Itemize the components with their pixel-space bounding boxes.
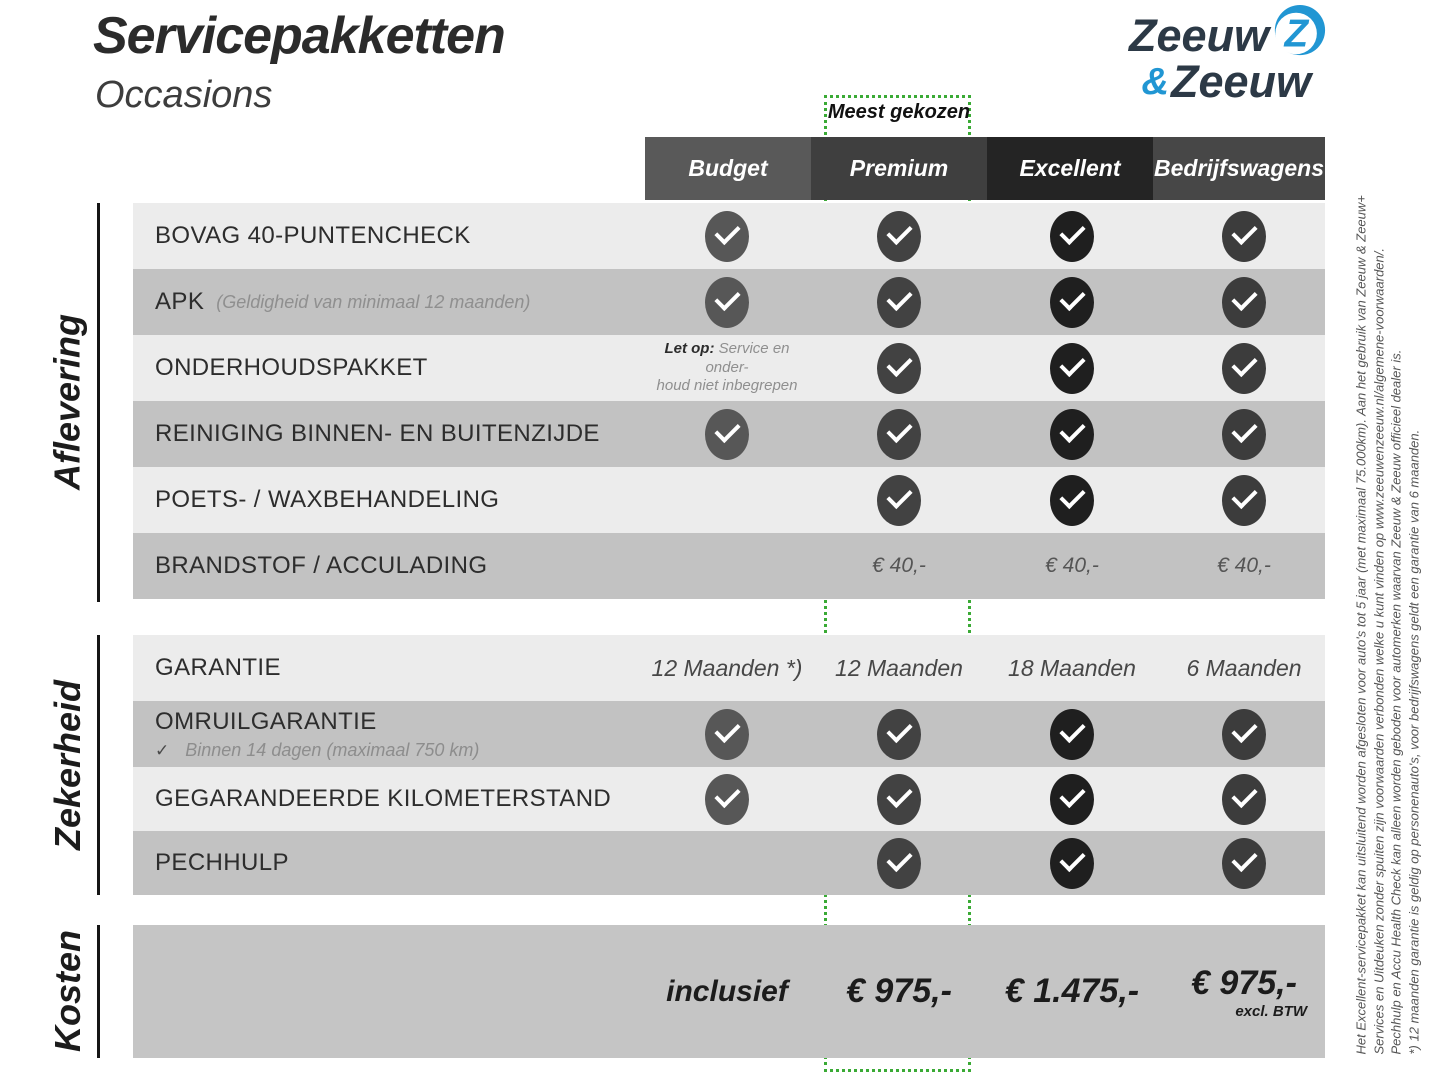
- section-divider-aflevering: [97, 203, 100, 602]
- most-chosen-badge: Meest gekozen: [827, 101, 971, 123]
- cell-value: € 40,-: [1045, 554, 1099, 577]
- row-label: ONDERHOUDSPAKKET: [155, 354, 428, 381]
- page-title: Servicepakketten: [93, 7, 505, 65]
- section-label-kosten: Kosten: [47, 930, 88, 1053]
- section-label-aflevering: Aflevering: [46, 313, 88, 491]
- kosten-bedrijfswagens-price: € 975,-: [1191, 963, 1297, 1002]
- table-row: [133, 767, 1325, 831]
- table-row: [133, 203, 1325, 269]
- check-icon: [877, 409, 921, 460]
- check-icon: [705, 211, 749, 262]
- row-label: APK: [155, 288, 205, 315]
- cell-value: € 40,-: [1217, 554, 1271, 577]
- table-row: [133, 467, 1325, 533]
- footnote-line: Services en Uitdeuken zonder spuiten zijn voorwaarden verbonden welke u kunt vinden op www.zeeuwenzeeuw.nl/algemene-voorwaarden/.: [1371, 248, 1386, 1055]
- table-row: [133, 401, 1325, 467]
- page-subtitle: Occasions: [95, 74, 273, 116]
- check-icon: [877, 211, 921, 262]
- check-icon: [877, 277, 921, 328]
- column-header-excellent: Excellent: [987, 137, 1153, 200]
- row-label: GARANTIE: [155, 654, 281, 681]
- row-label: BRANDSTOF / ACCULADING: [155, 552, 488, 579]
- logo-ampersand: &: [1141, 60, 1169, 103]
- column-header-premium: Premium: [811, 137, 987, 200]
- footnote-line: Pechhulp en Accu Health Check kan alleen worden geboden voor automerken waarvan Zeeuw & Zeeuw officieel dealer is.: [1388, 349, 1404, 1055]
- logo-word-2: Zeeuw: [1170, 56, 1311, 107]
- check-icon: [1050, 409, 1094, 460]
- kosten-budget-value: inclusief: [666, 974, 788, 1008]
- check-icon: [877, 343, 921, 394]
- logo-line-2: [1095, 56, 1327, 107]
- check-icon: [1222, 475, 1266, 526]
- svg-text:Z: Z: [1284, 12, 1309, 56]
- check-icon: [1222, 838, 1266, 889]
- table-row: [133, 335, 1325, 401]
- table-row: [133, 701, 1325, 767]
- check-icon: [705, 709, 749, 760]
- row-label: OMRUILGARANTIE: [155, 707, 377, 735]
- check-icon: [1222, 343, 1266, 394]
- row-subnote: ✓ Binnen 14 dagen (maximaal 750 km): [155, 739, 480, 760]
- row-label: POETS- / WAXBEHANDELING: [155, 486, 500, 513]
- footnote-line: Het Excellent-servicepakket kan uitsluitend worden afgesloten voor auto's tot 5 jaar (met maximaal 75.000km). Aan het gebruik van Zeeuw & Zeeuw+: [1353, 195, 1369, 1055]
- check-icon: [705, 409, 749, 460]
- check-icon: [1050, 475, 1094, 526]
- check-icon: [705, 277, 749, 328]
- table-row: [133, 635, 1325, 701]
- table-row: [133, 269, 1325, 335]
- check-icon: [877, 709, 921, 760]
- row-label: PECHHULP: [155, 849, 289, 876]
- kosten-premium-price: € 975,-: [846, 972, 952, 1010]
- column-header-budget: Budget: [645, 137, 811, 200]
- check-icon: [1222, 277, 1266, 328]
- footnote-line: *) 12 maanden garantie is geldig op personenauto's, voor bedrijfswagens geldt een garantie van 6 maanden.: [1406, 429, 1421, 1055]
- cell-value: 12 Maanden: [835, 654, 963, 681]
- column-header-bedrijfswagens: Bedrijfswagens: [1153, 137, 1325, 200]
- row-label: BOVAG 40-PUNTENCHECK: [155, 222, 471, 249]
- section-label-zekerheid: Zekerheid: [47, 679, 88, 851]
- kosten-excellent-price: € 1.475,-: [1004, 972, 1140, 1010]
- legal-footnotes: [1353, 120, 1425, 1055]
- check-icon: [877, 475, 921, 526]
- cell-value: € 40,-: [872, 554, 926, 577]
- kosten-row: [133, 925, 1325, 1058]
- check-icon: [1222, 709, 1266, 760]
- check-icon: [1050, 343, 1094, 394]
- small-check-icon: ✓: [155, 740, 170, 760]
- check-icon: [705, 774, 749, 825]
- cell-value: 18 Maanden: [1008, 654, 1136, 681]
- row-note: (Geldigheid van minimaal 12 maanden): [216, 291, 531, 312]
- row-label: GEGARANDEERDE KILOMETERSTAND: [155, 785, 612, 812]
- check-icon: [1222, 211, 1266, 262]
- section-divider-kosten: [97, 925, 100, 1058]
- table-row: [133, 533, 1325, 599]
- row-label: REINIGING BINNEN- EN BUITENZIJDE: [155, 420, 600, 447]
- btw-note: excl. BTW: [1235, 1002, 1307, 1020]
- check-icon: [1050, 709, 1094, 760]
- budget-note: Let op: Service en onder- houd niet inbegrepen: [656, 339, 798, 395]
- zeeuw-en-zeeuw-logo: [1095, 4, 1327, 107]
- check-icon: [1050, 838, 1094, 889]
- check-icon: [1050, 277, 1094, 328]
- section-divider-zekerheid: [97, 635, 100, 895]
- cell-value: 6 Maanden: [1186, 654, 1302, 681]
- check-icon: [1222, 409, 1266, 460]
- cell-value: 12 Maanden *): [651, 654, 803, 681]
- check-icon: [1222, 774, 1266, 825]
- check-icon: [1050, 211, 1094, 262]
- check-icon: [877, 774, 921, 825]
- check-icon: [1050, 774, 1094, 825]
- check-icon: [877, 838, 921, 889]
- logo-word-1: Zeeuw: [1128, 10, 1269, 61]
- table-row: [133, 831, 1325, 895]
